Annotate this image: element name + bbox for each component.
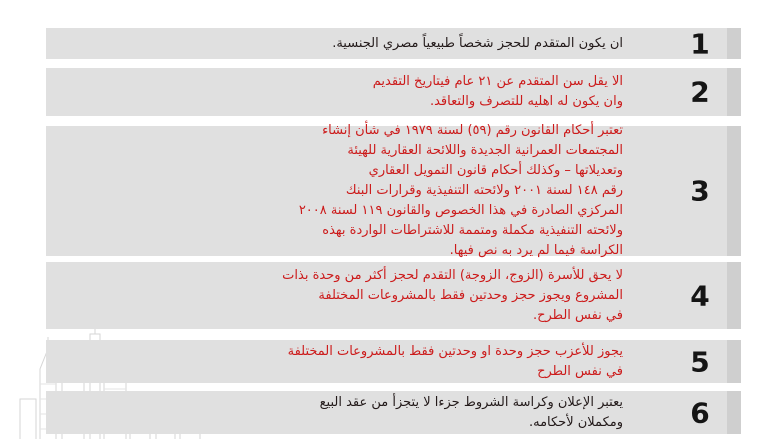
condition-number: 6 — [690, 396, 710, 429]
condition-row-1 — [46, 28, 741, 59]
condition-text: يجوز للأعزب حجز وحدة او وحدتين فقط بالمشروعات المختلفة في نفس الطرح — [287, 343, 623, 379]
condition-text: تعتبر أحكام القانون رقم (٥٩) لسنة ١٩٧٩ في شأن إنشاء المجتمعات العمرانية الجديدة واللائحة العقارية للهيئة وتعديلاتها – وكذلك أحكام قانون التمويل العقاري رقم ١٤٨ لسنة ٢٠٠١ ولائحته التنفيذية وقرارات البنك المركزي الصادرة في هذا الخصوص والقانون ١١٩ لسنة ٢٠٠٨ ولائحته التنفيذية مكملة ومتممة للاشتراطات الواردة بهذه الكراسة فيما لم يرد به نص فيها. — [298, 123, 623, 258]
condition-text: ان يكون المتقدم للحجز شخصاً طبيعياً مصري الجنسية. — [332, 35, 623, 51]
condition-number: 5 — [690, 345, 710, 378]
condition-number: 1 — [690, 27, 710, 60]
condition-number: 2 — [690, 75, 710, 109]
condition-text: لا يحق للأسرة (الزوج، الزوجة) التقدم لحجز أكثر من وحدة بذات المشروع ويجوز حجز وحدتين فقط بالمشروعات المختلفة في نفس الطرح. — [282, 267, 623, 323]
condition-row-6 — [46, 391, 741, 434]
condition-row-2 — [46, 68, 741, 116]
condition-number: 4 — [690, 279, 710, 312]
condition-row-5 — [46, 340, 741, 383]
condition-number: 3 — [690, 174, 710, 208]
condition-text: الا يقل سن المتقدم عن ٢١ عام فيتاريخ التقديم وان يكون له اهليه للتصرف والتعاقد. — [372, 74, 623, 109]
condition-row-3 — [46, 123, 741, 258]
condition-text: يعتبر الإعلان وكراسة الشروط جزءا لا يتجزأ من عقد البيع ومكملان لأحكامه. — [319, 394, 623, 430]
condition-row-4 — [46, 262, 741, 329]
